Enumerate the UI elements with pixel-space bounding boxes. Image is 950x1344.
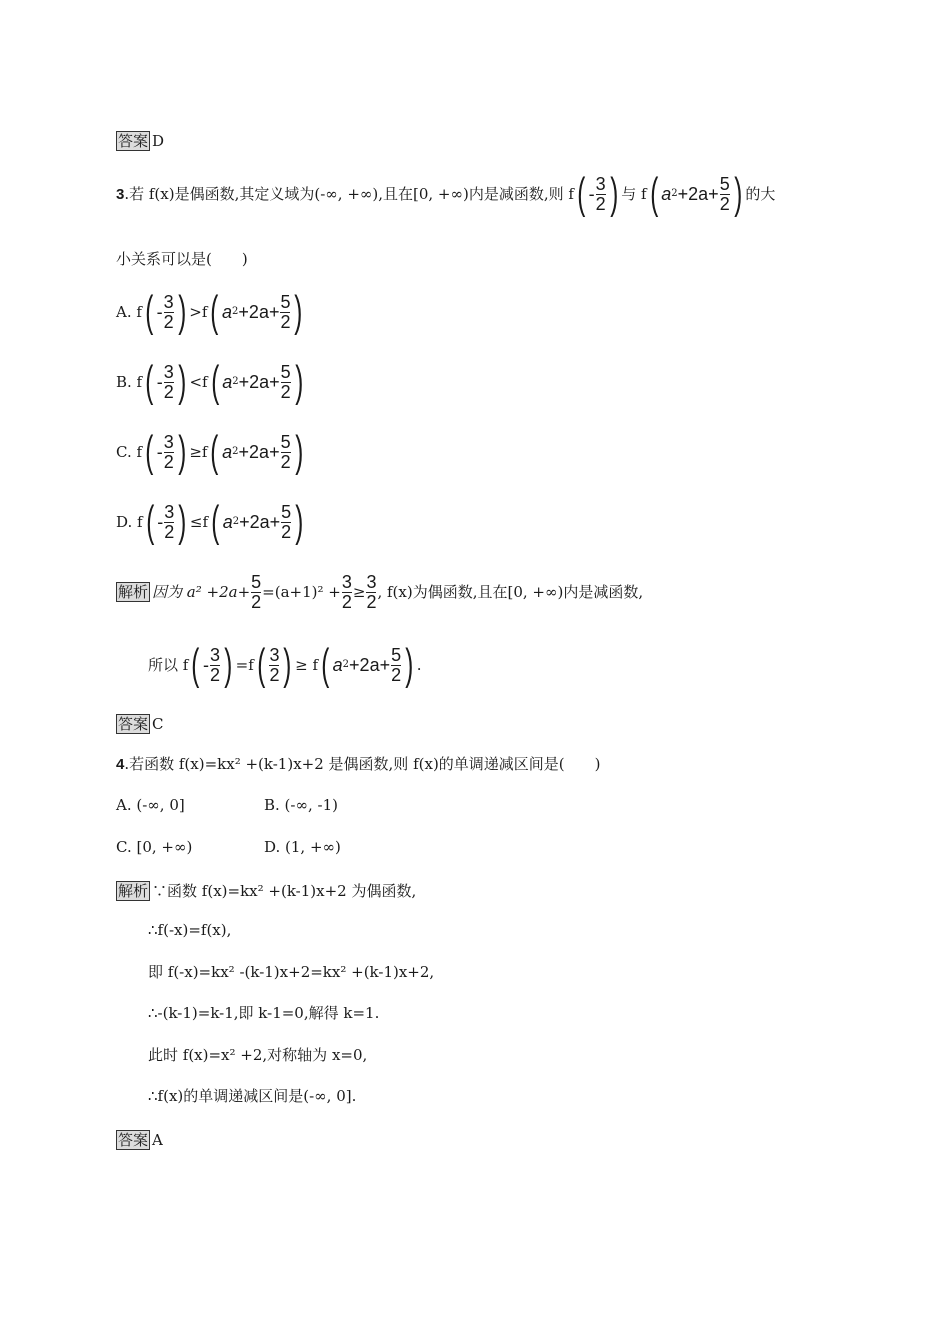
denominator: 2	[280, 311, 291, 332]
numerator: 3	[163, 291, 174, 312]
exponent: 2	[232, 516, 240, 527]
denominator: 2	[366, 591, 377, 612]
fraction-3-2	[210, 646, 220, 685]
expr-term: +2a+	[238, 372, 280, 392]
option-text: D. (1, +∞)	[264, 838, 341, 856]
denominator: 2	[280, 451, 291, 472]
q4-option-b	[264, 798, 338, 813]
left-paren: (	[210, 427, 219, 476]
right-paren: )	[405, 640, 414, 689]
solution-text: 此时 f(x)=x² +2,对称轴为 x=0,	[148, 1046, 368, 1064]
denominator: 2	[163, 311, 174, 332]
solution-text: ∵函数 f(x)=kx² +(k-1)x+2 为偶函数,	[152, 882, 417, 900]
option-label: D. f	[116, 512, 143, 531]
solution-text: 所以 f	[148, 655, 189, 674]
numerator: 5	[280, 361, 291, 382]
relation: ≥ f	[295, 655, 318, 674]
relation: >f	[189, 302, 208, 321]
left-paren: (	[210, 287, 219, 336]
denominator: 2	[163, 451, 174, 472]
solution-text: ∴f(x)的单调递减区间是(-∞, 0].	[148, 1087, 357, 1105]
denominator: 2	[209, 664, 220, 685]
numerator: 5	[719, 173, 730, 194]
denominator: 2	[281, 521, 292, 542]
solution-text: =(a+1)² +	[262, 582, 341, 601]
var-a: a	[222, 372, 233, 392]
exponent: 2	[671, 188, 678, 199]
relation: ≤f	[189, 512, 209, 531]
fraction-3-2	[164, 433, 174, 472]
right-paren: )	[178, 497, 187, 546]
numerator: 3	[341, 572, 352, 592]
left-paren: (	[210, 357, 219, 406]
minus-sign: -	[202, 655, 209, 675]
left-paren: (	[145, 497, 154, 546]
numerator: 3	[209, 644, 220, 665]
question-number: 3	[116, 185, 125, 203]
fraction-5-2	[281, 433, 291, 472]
expr-term: +2a+	[349, 655, 391, 675]
right-paren: )	[178, 427, 187, 476]
q3-stem-line	[116, 169, 776, 218]
right-paren: )	[294, 357, 304, 406]
option-label: C. f	[116, 442, 143, 461]
var-a: a	[332, 655, 343, 675]
minus-sign: -	[156, 302, 163, 322]
fraction-5-2	[391, 646, 401, 685]
right-paren: )	[734, 169, 743, 218]
answer-line-1	[116, 131, 164, 151]
var-a: a	[222, 512, 233, 532]
option-text: C. [0, +∞)	[116, 838, 193, 856]
answer-value: A	[152, 1131, 163, 1149]
q3-stem-c: 的大	[745, 184, 776, 203]
exponent: 2	[232, 376, 239, 387]
q3-stem-d: 小关系可以是( )	[116, 250, 248, 268]
denominator: 2	[251, 591, 262, 612]
q4-solution-line-2	[148, 923, 231, 938]
fraction-3-2	[164, 293, 174, 332]
fraction-5-2	[281, 503, 291, 542]
solution-text: , f(x)为偶函数,且在[0, +∞)内是减函数,	[377, 582, 644, 601]
var-a: a	[222, 302, 233, 322]
numerator: 3	[269, 644, 280, 665]
denominator: 2	[280, 381, 291, 402]
right-paren: )	[609, 169, 618, 218]
answer-value: D	[152, 132, 165, 150]
left-paren: (	[257, 640, 266, 689]
question-number: 4	[116, 756, 125, 773]
option-c	[116, 427, 306, 476]
denominator: 2	[341, 591, 352, 612]
q4-stem-text: .若函数 f(x)=kx² +(k-1)x+2 是偶函数,则 f(x)的单调递减区间是( )	[124, 755, 601, 773]
left-paren: (	[191, 640, 200, 689]
relation: ≥f	[189, 442, 208, 461]
expr-term: +2a+	[677, 184, 719, 204]
right-paren: )	[294, 427, 303, 476]
q3-stem-a: .若 f(x)是偶函数,其定义域为(-∞, +∞),且在[0, +∞)内是减函数,则 f	[124, 184, 574, 203]
fraction-5-2	[251, 573, 261, 612]
numerator: 3	[366, 572, 377, 592]
fraction-3-2	[269, 646, 279, 685]
right-paren: )	[178, 357, 187, 406]
exponent: 2	[232, 446, 239, 457]
q3-solution-line-2	[148, 640, 422, 689]
minus-sign: -	[156, 442, 163, 462]
period: .	[416, 655, 422, 674]
answer-tag: 答案	[118, 715, 149, 733]
right-paren: )	[294, 287, 303, 336]
solution-text: 因为 a² +2a+	[152, 582, 251, 601]
answer-tag: 答案	[118, 1131, 149, 1149]
numerator: 5	[251, 572, 262, 592]
fraction-3-2	[596, 175, 606, 214]
answer-tag: 答案	[118, 132, 149, 150]
fraction-5-2	[720, 175, 730, 214]
q4-solution-line-6	[148, 1089, 356, 1104]
solution-text: 即 f(-x)=kx² -(k-1)x+2=kx² +(k-1)x+2,	[148, 963, 435, 981]
relation: =f	[235, 655, 254, 674]
left-paren: (	[211, 497, 220, 546]
numerator: 3	[164, 501, 175, 522]
right-paren: )	[295, 497, 304, 546]
relation: <f	[189, 372, 208, 391]
right-paren: )	[224, 640, 233, 689]
numerator: 3	[163, 431, 174, 452]
fraction-3-2	[164, 363, 174, 402]
left-paren: (	[145, 357, 154, 406]
analysis-tag: 解析	[118, 583, 149, 602]
denominator: 2	[163, 381, 174, 402]
var-a: a	[661, 184, 672, 204]
expr-term: +2a+	[238, 302, 280, 322]
fraction-3-2	[342, 573, 352, 612]
q4-solution-line-1	[116, 881, 416, 901]
minus-sign: -	[588, 184, 595, 204]
denominator: 2	[391, 664, 402, 685]
left-paren: (	[649, 169, 658, 218]
numerator: 3	[163, 361, 174, 382]
solution-text: ∴f(-x)=f(x),	[148, 921, 232, 939]
numerator: 5	[280, 431, 291, 452]
numerator: 5	[391, 644, 402, 665]
fraction-5-2	[281, 363, 291, 402]
option-text: A. (-∞, 0]	[116, 796, 185, 814]
minus-sign: -	[157, 512, 164, 532]
fraction-3-2	[366, 573, 376, 612]
q4-stem	[116, 757, 601, 772]
q4-option-a	[116, 798, 185, 813]
numerator: 3	[595, 173, 606, 194]
q4-solution-line-4	[148, 1006, 379, 1021]
answer-line-3	[116, 1130, 163, 1150]
denominator: 2	[164, 521, 175, 542]
answer-value: C	[152, 715, 164, 733]
expr-term: +2a+	[238, 442, 280, 462]
q3-stem-line-2	[116, 252, 248, 267]
exponent: 2	[342, 659, 350, 670]
denominator: 2	[269, 664, 280, 685]
option-d	[116, 497, 307, 546]
right-paren: )	[177, 287, 186, 336]
option-b	[116, 357, 306, 406]
q4-solution-line-5	[148, 1048, 367, 1063]
q3-solution-line-1	[116, 573, 643, 612]
denominator: 2	[595, 193, 606, 214]
option-label: A. f	[116, 302, 142, 321]
left-paren: (	[577, 169, 586, 218]
expr-term: +2a+	[239, 512, 281, 532]
answer-line-2	[116, 714, 164, 734]
numerator: 5	[280, 291, 291, 312]
q3-stem-b: 与 f	[621, 184, 647, 203]
numerator: 5	[281, 501, 292, 522]
analysis-tag: 解析	[118, 882, 149, 900]
option-text: B. (-∞, -1)	[264, 796, 338, 814]
right-paren: )	[283, 640, 292, 689]
left-paren: (	[321, 640, 330, 689]
fraction-5-2	[280, 293, 290, 332]
var-a: a	[222, 442, 233, 462]
left-paren: (	[145, 287, 154, 336]
option-label: B. f	[116, 372, 143, 391]
solution-text: ∴-(k-1)=k-1,即 k-1=0,解得 k=1.	[148, 1004, 380, 1022]
left-paren: (	[145, 427, 154, 476]
fraction-3-2	[164, 503, 174, 542]
option-a	[116, 287, 306, 336]
minus-sign: -	[156, 372, 163, 392]
q4-option-c	[116, 840, 192, 855]
exponent: 2	[232, 306, 239, 317]
denominator: 2	[719, 193, 730, 214]
relation: ≥	[352, 582, 366, 601]
q4-solution-line-3	[148, 965, 434, 980]
q4-option-d	[264, 840, 341, 855]
